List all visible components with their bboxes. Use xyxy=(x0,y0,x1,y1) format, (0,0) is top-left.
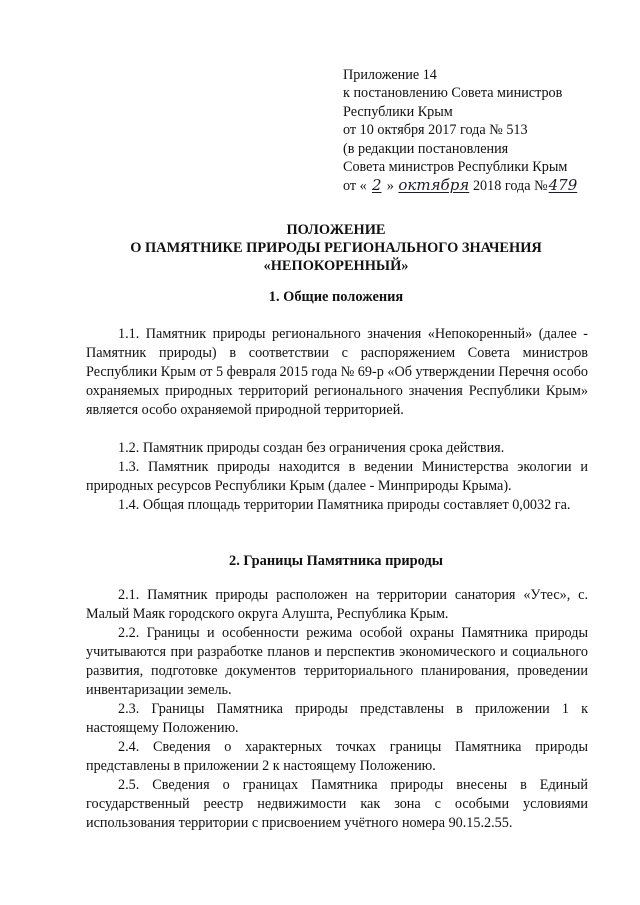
title-line: ПОЛОЖЕНИЕ xyxy=(286,222,386,238)
appendix-header xyxy=(343,66,584,195)
paragraph-1-3: 1.3. Памятник природы находится в ведении Министерства экологии и природных ресурсов Республики Крым (далее - Минприроды Крыма). xyxy=(86,459,588,494)
document-title xyxy=(82,221,590,275)
date-mid: » xyxy=(386,178,394,195)
date-prefix: от « xyxy=(343,178,367,195)
header-line: Совета министров Республики Крым xyxy=(343,158,568,175)
handwritten-number: 479 xyxy=(548,176,578,195)
header-line: от 10 октября 2017 года № 513 xyxy=(343,122,528,139)
paragraph-2-2: 2.2. Границы и особенности режима особой охраны Памятника природы учитываются при разработке планов и перспектив экономического и социального развития, подготовке документов территориального планирования, проведении инвентаризации земель. xyxy=(86,625,588,698)
header-line: Республики Крым xyxy=(343,103,453,120)
header-date-line xyxy=(343,176,584,194)
paragraph-2-1: 2.1. Памятник природы расположен на территории санатория «Утес», с. Малый Маяк городского округа Алушта, Республика Крым. xyxy=(86,587,588,622)
section-heading-general: 1. Общие положения xyxy=(268,289,404,305)
header-line: Приложение 14 xyxy=(343,67,437,83)
header-line: к постановлению Совета министров xyxy=(343,85,563,102)
handwritten-day: 2 xyxy=(371,176,382,195)
header-line: (в редакции постановления xyxy=(343,140,509,157)
paragraph-2-5: 2.5. Сведения о границах Памятника природы внесены в Единый государственный реестр недвижимости как зона с особыми условиями использования территории с присвоением учётного номера 90.15.2.55. xyxy=(86,777,588,831)
handwritten-month: октября xyxy=(398,176,470,195)
paragraph-1-2: 1.2. Памятник природы создан без ограничения срока действия. xyxy=(118,440,505,456)
paragraph-1-1: 1.1. Памятник природы регионального значения «Непокоренный» (далее - Памятник природы) в соответствии с распоряжением Совета министров Республики Крым от 5 февраля 2015 года № 69-р «Об утверждении Перечня особо охраняемых природных территорий регионального значения Республики Крым» является особо охраняемой природной территорией. xyxy=(86,326,588,418)
paragraph-1-4: 1.4. Общая площадь территории Памятника природы составляет 0,0032 га. xyxy=(118,497,571,513)
title-line: О ПАМЯТНИКЕ ПРИРОДЫ РЕГИОНАЛЬНОГО ЗНАЧЕНИЯ xyxy=(130,240,542,256)
paragraph-2-4: 2.4. Сведения о характерных точках границы Памятника природы представлены в приложении 2 к настоящему Положению. xyxy=(86,739,588,774)
date-suffix: 2018 года № xyxy=(472,178,548,195)
paragraph-2-3: 2.3. Границы Памятника природы представлены в приложении 1 к настоящему Положению. xyxy=(86,701,588,736)
section-heading-borders: 2. Границы Памятника природы xyxy=(229,553,443,569)
title-line: «НЕПОКОРЕННЫЙ» xyxy=(263,258,409,274)
